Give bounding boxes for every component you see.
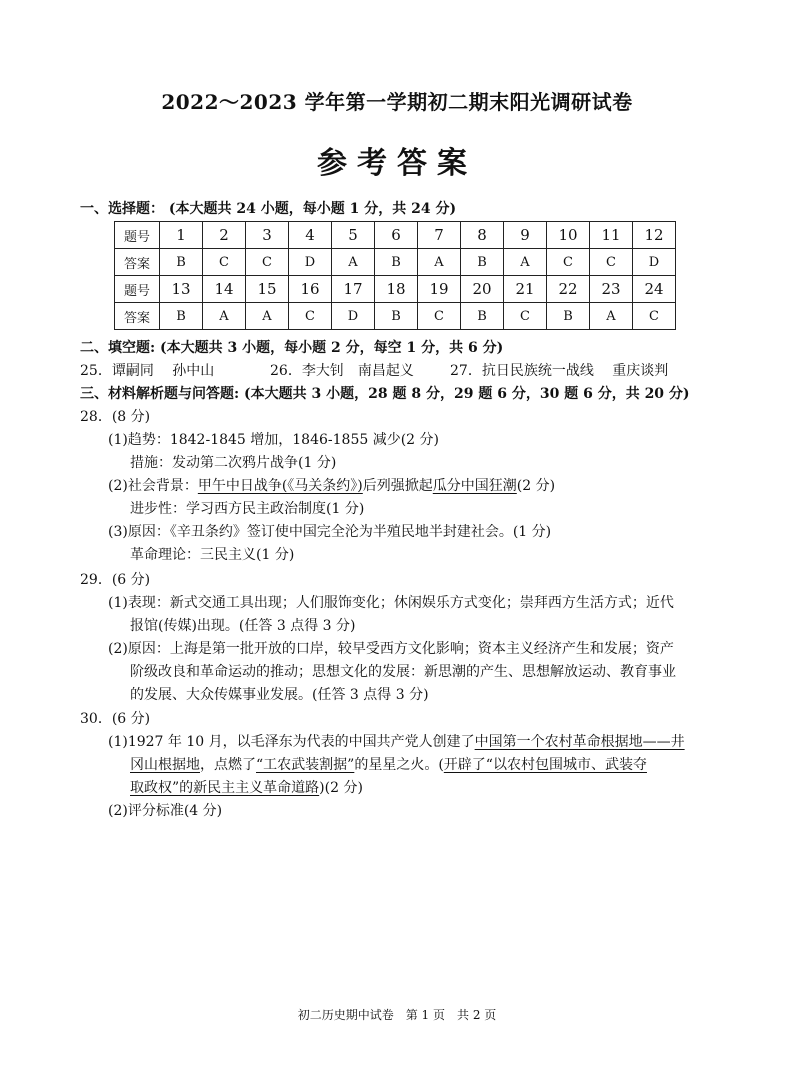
page-title: 2022～2023 学年第一学期初二期末阳光调研试卷 [161,90,633,114]
answer-cell: C [547,249,590,276]
page-footer: 初二历史期中试卷 第 1 页 共 2 页 [297,1008,497,1022]
q30-label: 30．(6 分) [80,711,151,727]
answer-cell: A [246,303,289,330]
section1-heading: 一、选择题： (本大题共 24 小题，每小题 1 分，共 24 分) [80,201,457,217]
q30-part1-line1 [108,732,685,752]
q30-part1-line2 [130,755,647,775]
num-cell: 11 [590,222,633,249]
num-cell: 16 [289,276,332,303]
answer-cell: B [160,249,203,276]
q29-part2-line2: 阶级改良和革命运动的推动；思想文化的发展：新思潮的产生、思想解放运动、教育事业 [130,664,676,680]
page-subtitle: 参考答案 [317,146,477,181]
answer-cell: C [418,303,461,330]
answer-cell: D [289,249,332,276]
num-cell: 3 [246,222,289,249]
answer-cell: B [547,303,590,330]
num-cell: 12 [633,222,676,249]
q30-line1-key: 中国第一个农村革命根据地——井 [474,734,685,750]
num-cell: 15 [246,276,289,303]
q28-part3-theory: 革命理论：三民主义(1 分) [130,547,295,563]
section2-heading: 二、填空题: (本大题共 3 小题，每小题 2 分，每空 1 分，共 6 分) [80,340,504,356]
num-cell: 14 [203,276,246,303]
num-cell: 21 [504,276,547,303]
q28-part2 [108,476,555,496]
answer-26: 26．李大钊 南昌起义 [270,363,414,379]
answer-cell: A [332,249,375,276]
answer-cell: C [203,249,246,276]
answer-cell: C [289,303,332,330]
q30-line2-mid: ，点燃了 [200,757,256,773]
q28-label: 28．(8 分) [80,409,151,425]
num-cell: 2 [203,222,246,249]
answer-cell: C [633,303,676,330]
answer-cell: B [375,303,418,330]
answer-cell: D [332,303,375,330]
row-label-ans: 答案 [115,303,160,330]
table-row [115,222,676,249]
q28-part1: (1)趋势：1842-1845 增加，1846-1855 减少(2 分) [108,432,439,448]
q30-line2-key3: 开辟了“以农村包围城市、武装夺 [443,757,647,773]
num-cell: 8 [461,222,504,249]
answer-cell: B [375,249,418,276]
answer-cell: A [504,249,547,276]
q30-line2-mid2: 的星星之火。( [354,757,444,773]
q30-line3-score: )(2 分) [319,780,363,796]
q28-part2-progress: 进步性：学习西方民主政治制度(1 分) [130,501,365,517]
q30-part1-line3 [130,778,363,798]
num-cell: 5 [332,222,375,249]
q28-part2-key2: 瓜分中国狂潮 [432,478,517,494]
row-label-num: 题号 [115,276,160,303]
q29-part2-line3: 的发展、大众传媒事业发展。(任答 3 点得 3 分) [130,687,429,703]
num-cell: 6 [375,222,418,249]
num-cell: 1 [160,222,203,249]
num-cell: 24 [633,276,676,303]
num-cell: 4 [289,222,332,249]
answer-cell: B [461,303,504,330]
q30-line1-prefix: (1)1927 年 10 月，以毛泽东为代表的中国共产党人创建了 [108,734,475,750]
answer-cell: D [633,249,676,276]
answer-table [114,221,676,330]
num-cell: 20 [461,276,504,303]
num-cell: 10 [547,222,590,249]
table-row [115,276,676,303]
q29-part1-line2: 报馆(传媒)出现。(任答 3 点得 3 分) [130,618,356,634]
q28-part2-prefix: (2)社会背景： [108,478,198,494]
num-cell: 9 [504,222,547,249]
q28-part3: (3)原因：《辛丑条约》签订使中国完全沦为半殖民地半封建社会。(1 分) [108,524,552,540]
num-cell: 17 [332,276,375,303]
num-cell: 22 [547,276,590,303]
answer-cell: C [246,249,289,276]
q29-label: 29．(6 分) [80,572,151,588]
q30-line2-key1: 冈山根据地 [130,757,200,773]
row-label-num: 题号 [115,222,160,249]
answer-27: 27．抗日民族统一战线 重庆谈判 [450,363,669,379]
q30-line3-key: 取政权”的新民主主义革命道路 [130,780,320,796]
num-cell: 18 [375,276,418,303]
table-row [115,303,676,330]
num-cell: 23 [590,276,633,303]
q30-line2-key2: “工农武装割据” [256,757,355,773]
answer-cell: C [504,303,547,330]
answer-cell: A [590,303,633,330]
answer-cell: B [160,303,203,330]
q28-part2-key1: 甲午中日战争(《马关条约》) [197,478,363,494]
q29-part2-line1: (2)原因：上海是第一批开放的口岸，较早受西方文化影响；资本主义经济产生和发展；资产 [108,641,674,657]
table-row [115,249,676,276]
answer-25: 25．谭嗣同 孙中山 [80,363,215,379]
answer-cell: C [590,249,633,276]
q28-part2-score: (2 分) [516,478,556,494]
row-label-ans: 答案 [115,249,160,276]
q30-part2: (2)评分标准(4 分) [108,803,223,819]
num-cell: 7 [418,222,461,249]
answer-cell: A [203,303,246,330]
q28-part2-mid: 后列强掀起 [362,478,433,494]
num-cell: 13 [160,276,203,303]
section3-heading: 三、材料解析题与问答题: (本大题共 3 小题，28 题 8 分，29 题 6 分，30 题 6 分，共 20 分) [80,386,690,402]
answer-cell: A [418,249,461,276]
answer-cell: B [461,249,504,276]
q29-part1-line1: (1)表现：新式交通工具出现；人们服饰变化；休闲娱乐方式变化；崇拜西方生活方式；近代 [108,595,674,611]
num-cell: 19 [418,276,461,303]
q28-part1-measure: 措施：发动第二次鸦片战争(1 分) [130,455,337,471]
